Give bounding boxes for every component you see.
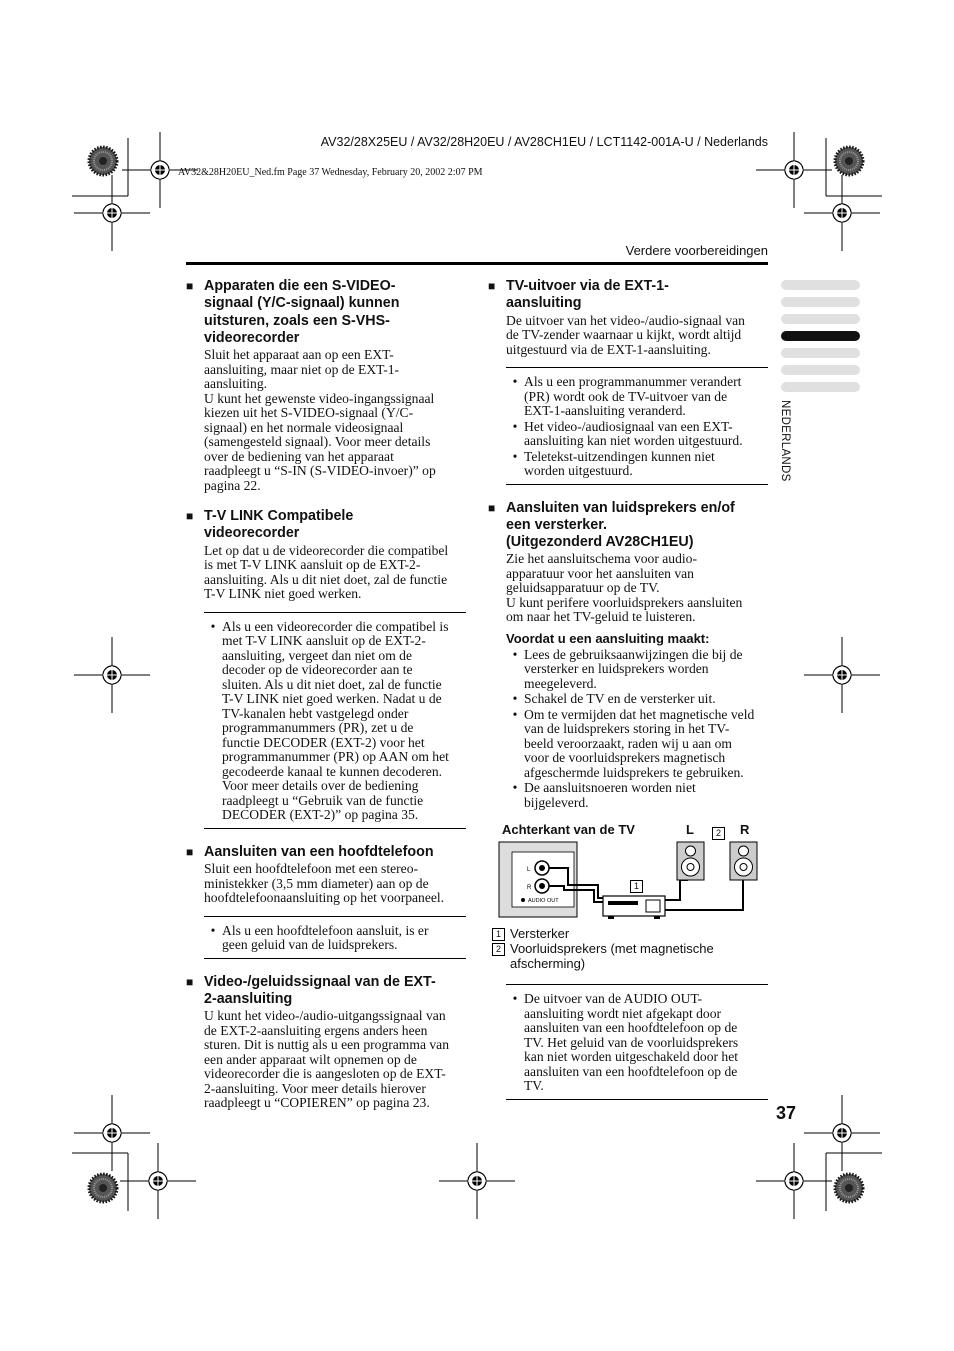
model-line: AV32/28X25EU / AV32/28H20EU / AV28CH1EU / LCT1142-001A-U / Nederlands <box>320 135 768 149</box>
color-wheel-icon <box>89 1174 117 1202</box>
registration-cross-icon <box>804 637 880 713</box>
speaker-right-icon <box>730 842 757 880</box>
section-body: De uitvoer van het video-/audio-signaal van de TV-zender waarnaar u kijkt, wordt altijd uitgestuurd via de EXT-1-aansluiting. <box>506 312 745 357</box>
language-tab-active <box>781 331 860 341</box>
jack-l-text: L <box>527 867 531 873</box>
prep-item: • De aansluitsnoeren worden niet bijgeleverd. <box>512 780 696 810</box>
registration-cross-icon <box>756 1143 832 1219</box>
speaker-left-icon <box>677 842 704 880</box>
prep-item: • Om te vermijden dat het magnetische veld van de luidsprekers storing in het TV- beeld veroorzaakt, raden wij u aan om voor de voorluidsprekers magnetisch afgeschermde luidsprekers te gebruiken. <box>512 706 755 780</box>
prep-heading: Voordat u een aansluiting maakt: <box>506 630 710 646</box>
right-column <box>488 278 768 811</box>
registration-cross-icon <box>120 1143 196 1219</box>
tv-rear-label: Achterkant van de TV <box>502 822 635 837</box>
section-body: U kunt het video-/audio-uitgangssignaal van de EXT-2-aansluiting ergens anders heen sturen. Dit is nuttig als u een programma van een ander apparaat wilt opnemen op de videorecorder die is aangesloten op de EXT- 2-aansluiting. Voor meer details hierover raadpleegt u “COPIEREN” op pagina 23. <box>204 1008 450 1111</box>
section-heading: ■ Video-/geluidssignaal van de EXT- 2-aansluiting <box>186 973 436 1007</box>
note-item: • Als u een hoofdtelefoon aansluit, is er geen geluid van de luidsprekers. <box>210 922 429 953</box>
section-heading: ■ Aansluiten van luidsprekers en/of een versterker. (Uitgezonderd AV28CH1EU) <box>488 499 735 551</box>
color-wheel-icon <box>89 147 117 175</box>
language-tab <box>781 382 860 392</box>
caption-1: 1 Versterker <box>492 927 569 942</box>
page-number: 37 <box>775 1103 796 1123</box>
prep-list <box>506 648 768 811</box>
registration-cross-icon <box>74 1095 150 1171</box>
audio-out-text: AUDIO OUT <box>528 898 559 904</box>
section-title: Verdere voorbereidingen <box>625 243 768 258</box>
registration-cross-icon <box>804 1095 880 1171</box>
prep-item: • Lees de gebruiksaanwijzingen die bij de versterker en luidsprekers worden meegeleverd. <box>512 646 743 691</box>
note-box <box>506 367 768 485</box>
note-item: • Als u een videorecorder die compatibel is met T-V LINK aansluit op de EXT-2- aansluiting, vergeet dan niet om de decoder op de videorecorder aan te sluiten. Als u dit niet doet, zal de functie T-V LINK niet goed werken. Nadat u de TV-kanalen hebt vastgelegd onder programmanummers (PR), zet u de functie DECODER (EXT-2) voor het programmanummer (PR) op AAN om het gecodeerde kanaal te kunnen decoderen. Voor meer details over de bediening raadpleegt u “Gebruik van de functie DECODER (EXT-2)” op pagina 35. <box>210 618 449 823</box>
note-item: • Het video-/audiosignaal van een EXT- aansluiting kan niet worden uitgestuurd. <box>512 418 743 449</box>
section-heading: ■ Aansluiten van een hoofdtelefoon <box>186 843 434 860</box>
section-heading: ■ Apparaten die een S-VIDEO- signaal (Y/C-signaal) kunnen uitsturen, zoals een S-VHS- videorecorder <box>186 278 400 346</box>
color-wheel-icon <box>835 147 863 175</box>
language-tab <box>781 365 860 375</box>
amplifier-icon <box>603 896 665 916</box>
language-tab <box>781 297 860 307</box>
section-body: Sluit het apparaat aan op een EXT- aansluiting, maar niet op de EXT-1- aansluiting. U kunt het gewenste video-ingangssignaal kiezen uit het S-VIDEO-signaal (Y/C- signaal) en het normale videosignaal (samengesteld signaal). Voor meer details over de bediening van het apparaat raadpleegt u “S-IN (S-VIDEO-invoer)” op pagina 22. <box>204 347 436 493</box>
section-heading: ■ TV-uitvoer via de EXT-1- aansluiting <box>488 278 669 312</box>
caption-2: 2 Voorluidsprekers (met magnetische afscherming) <box>492 942 714 971</box>
callout-2: 2 <box>712 827 725 840</box>
language-label: NEDERLANDS <box>779 400 791 482</box>
registration-cross-icon <box>804 175 880 251</box>
section-body: Let op dat u de videorecorder die compatibel is met T-V LINK aansluit op de EXT-2- aansluiting. Als u dit niet doet, zal de functie T-V LINK niet goed werken. <box>204 542 449 602</box>
note-box <box>204 916 466 959</box>
callout-1: 1 <box>630 880 643 893</box>
note-box <box>204 612 466 829</box>
jack-r-text: R <box>527 885 532 891</box>
registration-cross-icon <box>439 1143 515 1219</box>
prep-item: • Schakel de TV en de versterker uit. <box>512 691 716 707</box>
note-box <box>506 984 768 1100</box>
registration-cross-icon <box>74 175 150 251</box>
language-tab <box>781 280 860 290</box>
note-item: • De uitvoer van de AUDIO OUT- aansluiting wordt niet afgekapt door aansluiten van een hoofdtelefoon op de TV. Het geluid van de voorluidsprekers kan niet worden uitgeschakeld door het aansluiten van een hoofdtelefoon op de TV. <box>512 991 739 1093</box>
note-item: • Als u een programmanummer verandert (PR) wordt ook de TV-uitvoer van de EXT-1-aansluiting veranderd. <box>512 374 742 419</box>
speaker-left-label: L <box>686 822 694 837</box>
language-tab <box>781 314 860 324</box>
speaker-right-label: R <box>740 822 750 837</box>
registration-cross-icon <box>74 637 150 713</box>
connection-diagram <box>498 840 768 920</box>
language-tabs <box>781 280 860 399</box>
header-rule <box>186 262 768 265</box>
file-info: AV32&28H20EU_Ned.fm Page 37 Wednesday, February 20, 2002 2:07 PM <box>178 167 483 178</box>
note-item: • Teletekst-uitzendingen kunnen niet worden uitgestuurd. <box>512 448 715 479</box>
color-wheel-icon <box>835 1174 863 1202</box>
section-body: Sluit een hoofdtelefoon met een stereo- ministekker (3,5 mm diameter) aan op de hoofdtelefoonaansluiting op het voorpaneel. <box>204 861 445 906</box>
section-heading: ■ T-V LINK Compatibele videorecorder <box>186 508 354 542</box>
left-column <box>186 278 466 1111</box>
section-body: Zie het aansluitschema voor audio- apparatuur voor het aansluiten van geluidsapparatuur op de TV. U kunt perifere voorluidsprekers aansluiten om naar het TV-geluid te luisteren. <box>506 551 743 625</box>
language-tab <box>781 348 860 358</box>
